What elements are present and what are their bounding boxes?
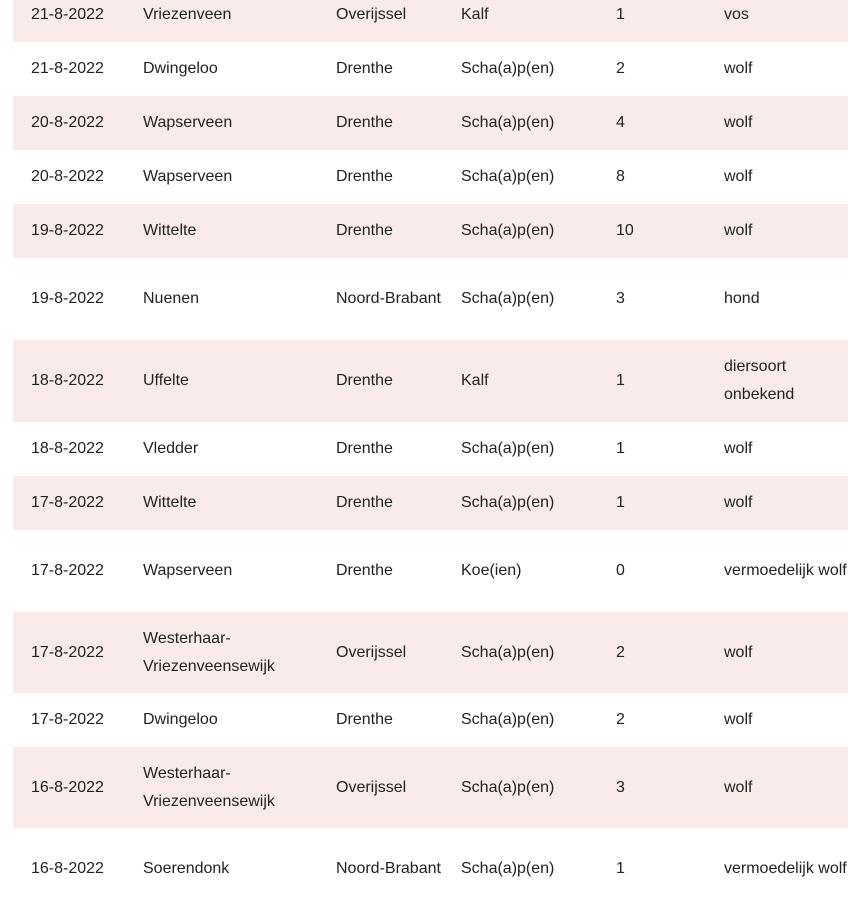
place-cell: Soerendonk xyxy=(143,828,336,910)
predator-cell: wolf xyxy=(724,96,848,150)
province-cell: Overijssel xyxy=(336,747,461,828)
table-row xyxy=(13,0,848,42)
count-cell: 3 xyxy=(616,747,724,828)
count-cell: 2 xyxy=(616,693,724,747)
predator-cell: wolf xyxy=(724,693,848,747)
date-cell: 21-8-2022 xyxy=(13,42,143,96)
count-cell: 1 xyxy=(616,828,724,910)
place-cell: Vriezenveen xyxy=(143,0,336,42)
date-cell: 20-8-2022 xyxy=(13,150,143,204)
date-cell: 19-8-2022 xyxy=(13,204,143,258)
animal-cell: Scha(a)p(en) xyxy=(461,204,616,258)
predator-cell: wolf xyxy=(724,747,848,828)
province-cell: Drenthe xyxy=(336,422,461,476)
animal-cell: Scha(a)p(en) xyxy=(461,476,616,530)
province-cell: Noord-Brabant xyxy=(336,258,461,340)
date-cell: 17-8-2022 xyxy=(13,612,143,693)
table-row xyxy=(13,150,848,204)
predator-cell: vos xyxy=(724,0,848,42)
place-cell: Wittelte xyxy=(143,476,336,530)
province-cell: Overijssel xyxy=(336,0,461,42)
table-row xyxy=(13,612,848,693)
animal-cell: Scha(a)p(en) xyxy=(461,747,616,828)
date-cell: 16-8-2022 xyxy=(13,747,143,828)
place-cell: Westerhaar-Vriezenveensewijk xyxy=(143,747,336,828)
place-cell: Wapserveen xyxy=(143,96,336,150)
table-row xyxy=(13,530,848,612)
animal-cell: Scha(a)p(en) xyxy=(461,422,616,476)
province-cell: Drenthe xyxy=(336,340,461,422)
count-cell: 4 xyxy=(616,96,724,150)
table-row xyxy=(13,340,848,422)
predator-cell: diersoort onbekend xyxy=(724,340,848,422)
animal-cell: Scha(a)p(en) xyxy=(461,42,616,96)
predator-cell: wolf xyxy=(724,612,848,693)
table-row xyxy=(13,476,848,530)
animal-cell: Scha(a)p(en) xyxy=(461,693,616,747)
province-cell: Drenthe xyxy=(336,693,461,747)
count-cell: 1 xyxy=(616,476,724,530)
province-cell: Overijssel xyxy=(336,612,461,693)
place-cell: Wapserveen xyxy=(143,530,336,612)
count-cell: 0 xyxy=(616,530,724,612)
predator-cell: wolf xyxy=(724,422,848,476)
province-cell: Drenthe xyxy=(336,42,461,96)
table-row xyxy=(13,42,848,96)
date-cell: 18-8-2022 xyxy=(13,422,143,476)
place-cell: Wittelte xyxy=(143,204,336,258)
count-cell: 1 xyxy=(616,422,724,476)
count-cell: 10 xyxy=(616,204,724,258)
place-cell: Uffelte xyxy=(143,340,336,422)
place-cell: Dwingeloo xyxy=(143,693,336,747)
table-row xyxy=(13,96,848,150)
count-cell: 8 xyxy=(616,150,724,204)
predator-cell: hond xyxy=(724,258,848,340)
count-cell: 2 xyxy=(616,612,724,693)
province-cell: Noord-Brabant xyxy=(336,828,461,910)
table-row xyxy=(13,422,848,476)
count-cell: 3 xyxy=(616,258,724,340)
province-cell: Drenthe xyxy=(336,96,461,150)
date-cell: 16-8-2022 xyxy=(13,828,143,910)
animal-cell: Scha(a)p(en) xyxy=(461,258,616,340)
animal-cell: Scha(a)p(en) xyxy=(461,828,616,910)
date-cell: 19-8-2022 xyxy=(13,258,143,340)
animal-cell: Scha(a)p(en) xyxy=(461,96,616,150)
animal-cell: Koe(ien) xyxy=(461,530,616,612)
date-cell: 18-8-2022 xyxy=(13,340,143,422)
table-row xyxy=(13,693,848,747)
count-cell: 1 xyxy=(616,340,724,422)
animal-cell: Scha(a)p(en) xyxy=(461,150,616,204)
date-cell: 21-8-2022 xyxy=(13,0,143,42)
place-cell: Nuenen xyxy=(143,258,336,340)
table-row xyxy=(13,204,848,258)
table-row xyxy=(13,828,848,910)
animal-cell: Kalf xyxy=(461,0,616,42)
date-cell: 17-8-2022 xyxy=(13,530,143,612)
count-cell: 2 xyxy=(616,42,724,96)
place-cell: Westerhaar-Vriezenveensewijk xyxy=(143,612,336,693)
animal-cell: Kalf xyxy=(461,340,616,422)
province-cell: Drenthe xyxy=(336,150,461,204)
place-cell: Vledder xyxy=(143,422,336,476)
province-cell: Drenthe xyxy=(336,476,461,530)
place-cell: Wapserveen xyxy=(143,150,336,204)
predator-cell: vermoedelijk wolf xyxy=(724,530,848,612)
province-cell: Drenthe xyxy=(336,204,461,258)
animal-cell: Scha(a)p(en) xyxy=(461,612,616,693)
predator-cell: wolf xyxy=(724,42,848,96)
date-cell: 17-8-2022 xyxy=(13,476,143,530)
table-row xyxy=(13,747,848,828)
place-cell: Dwingeloo xyxy=(143,42,336,96)
incident-table xyxy=(13,0,848,910)
predator-cell: vermoedelijk wolf xyxy=(724,828,848,910)
date-cell: 20-8-2022 xyxy=(13,96,143,150)
predator-cell: wolf xyxy=(724,150,848,204)
table-row xyxy=(13,258,848,340)
count-cell: 1 xyxy=(616,0,724,42)
predator-cell: wolf xyxy=(724,204,848,258)
incident-table-container xyxy=(13,0,848,910)
province-cell: Drenthe xyxy=(336,530,461,612)
predator-cell: wolf xyxy=(724,476,848,530)
date-cell: 17-8-2022 xyxy=(13,693,143,747)
